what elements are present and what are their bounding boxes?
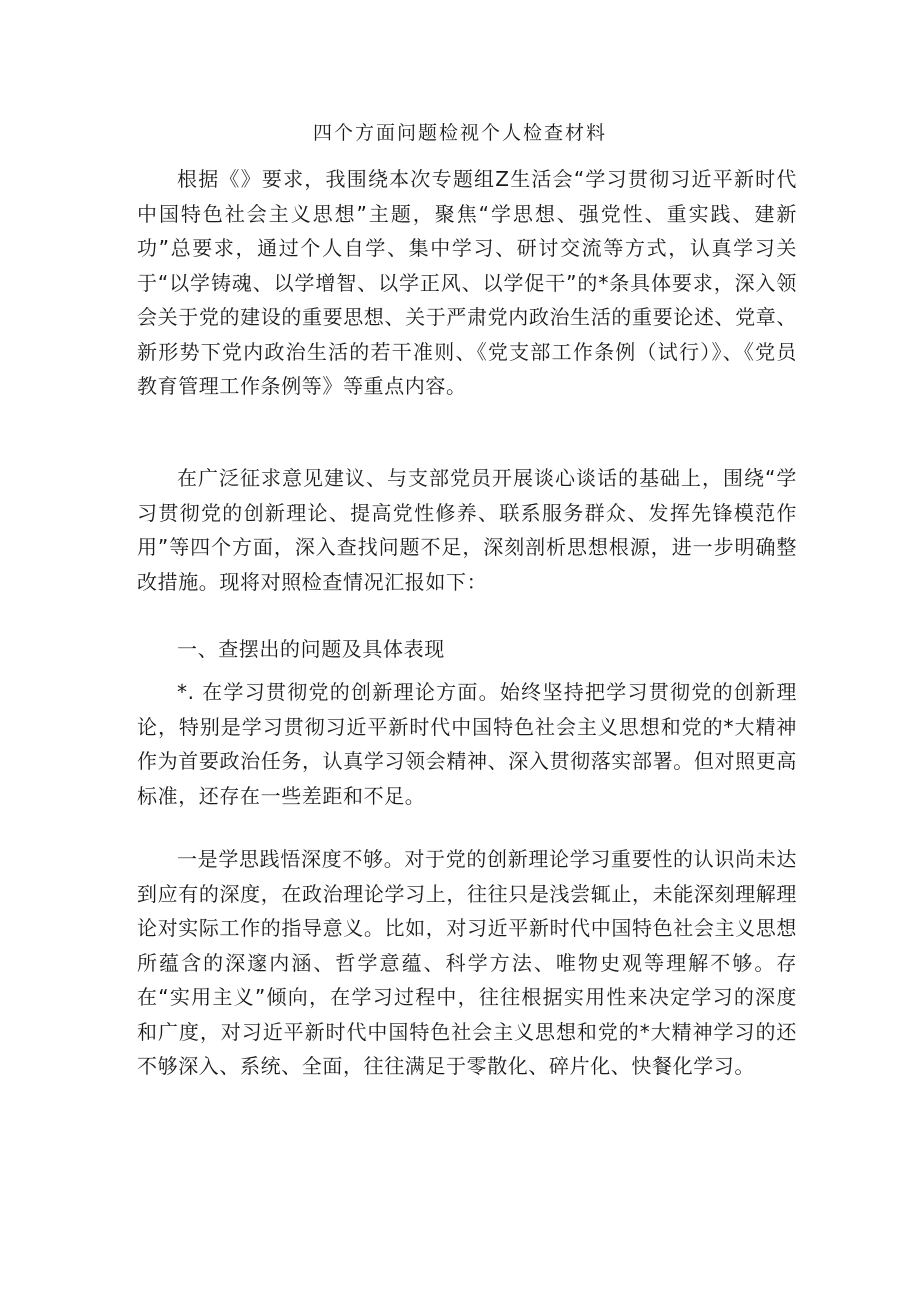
document-title: 四个方面问题检视个人检查材料 bbox=[312, 122, 607, 144]
paragraph-issue-one: 一是学思践悟深度不够。对于党的创新理论学习重要性的认识尚未达到应有的深度，在政治理论学习上，往往只是浅尝辄止，未能深刻理解理论对实际工作的指导意义。比如，对习近平新时代中国特色社会主义思想所蕴含的深邃内涵、哲学意蕴、科学方法、唯物史观等理解不够。存在“实用主义”倾向，在学习过程中，往往根据实用性来决定学习的深度和广度，对习近平新时代中国特色社会主义思想和党的*大精神学习的还不够深入、系统、全面，往往满足于零散化、碎片化、快餐化学习。 bbox=[137, 847, 797, 1078]
paragraph-intro: 根据《》要求，我围绕本次专题组Z生活会“学习贯彻习近平新时代中国特色社会主义思想”主题，聚焦“学思想、强党性、重实践、建新功”总要求，通过个人自学、集中学习、研讨交流等方式，认真学习关于“以学铸魂、以学增智、以学正风、以学促干”的*条具体要求，深入领会关于党的建设的重要思想、关于严肃党内政治生活的重要论述、党章、新形势下党内政治生活的若干准则、《党支部工作条例（试行）》、《党员教育管理工作条例等》等重点内容。 bbox=[137, 167, 797, 398]
paragraph-context: 在广泛征求意见建议、与支部党员开展谈心谈话的基础上，围绕“学习贯彻党的创新理论、提高党性修养、联系服务群众、发挥先锋模范作用”等四个方面，深入查找问题不足，深刻剖析思想根源，进一步明确整改措施。现将对照检查情况汇报如下： bbox=[137, 466, 797, 594]
section-heading: 一、查摆出的问题及具体表现 bbox=[177, 637, 445, 661]
paragraph-theory: *. 在学习贯彻党的创新理论方面。始终坚持把学习贯彻党的创新理论，特别是学习贯彻习近平新时代中国特色社会主义思想和党的*大精神作为首要政治任务，认真学习领会精神、深入贯彻落实部署。但对照更高标准，还存在一些差距和不足。 bbox=[137, 680, 797, 808]
